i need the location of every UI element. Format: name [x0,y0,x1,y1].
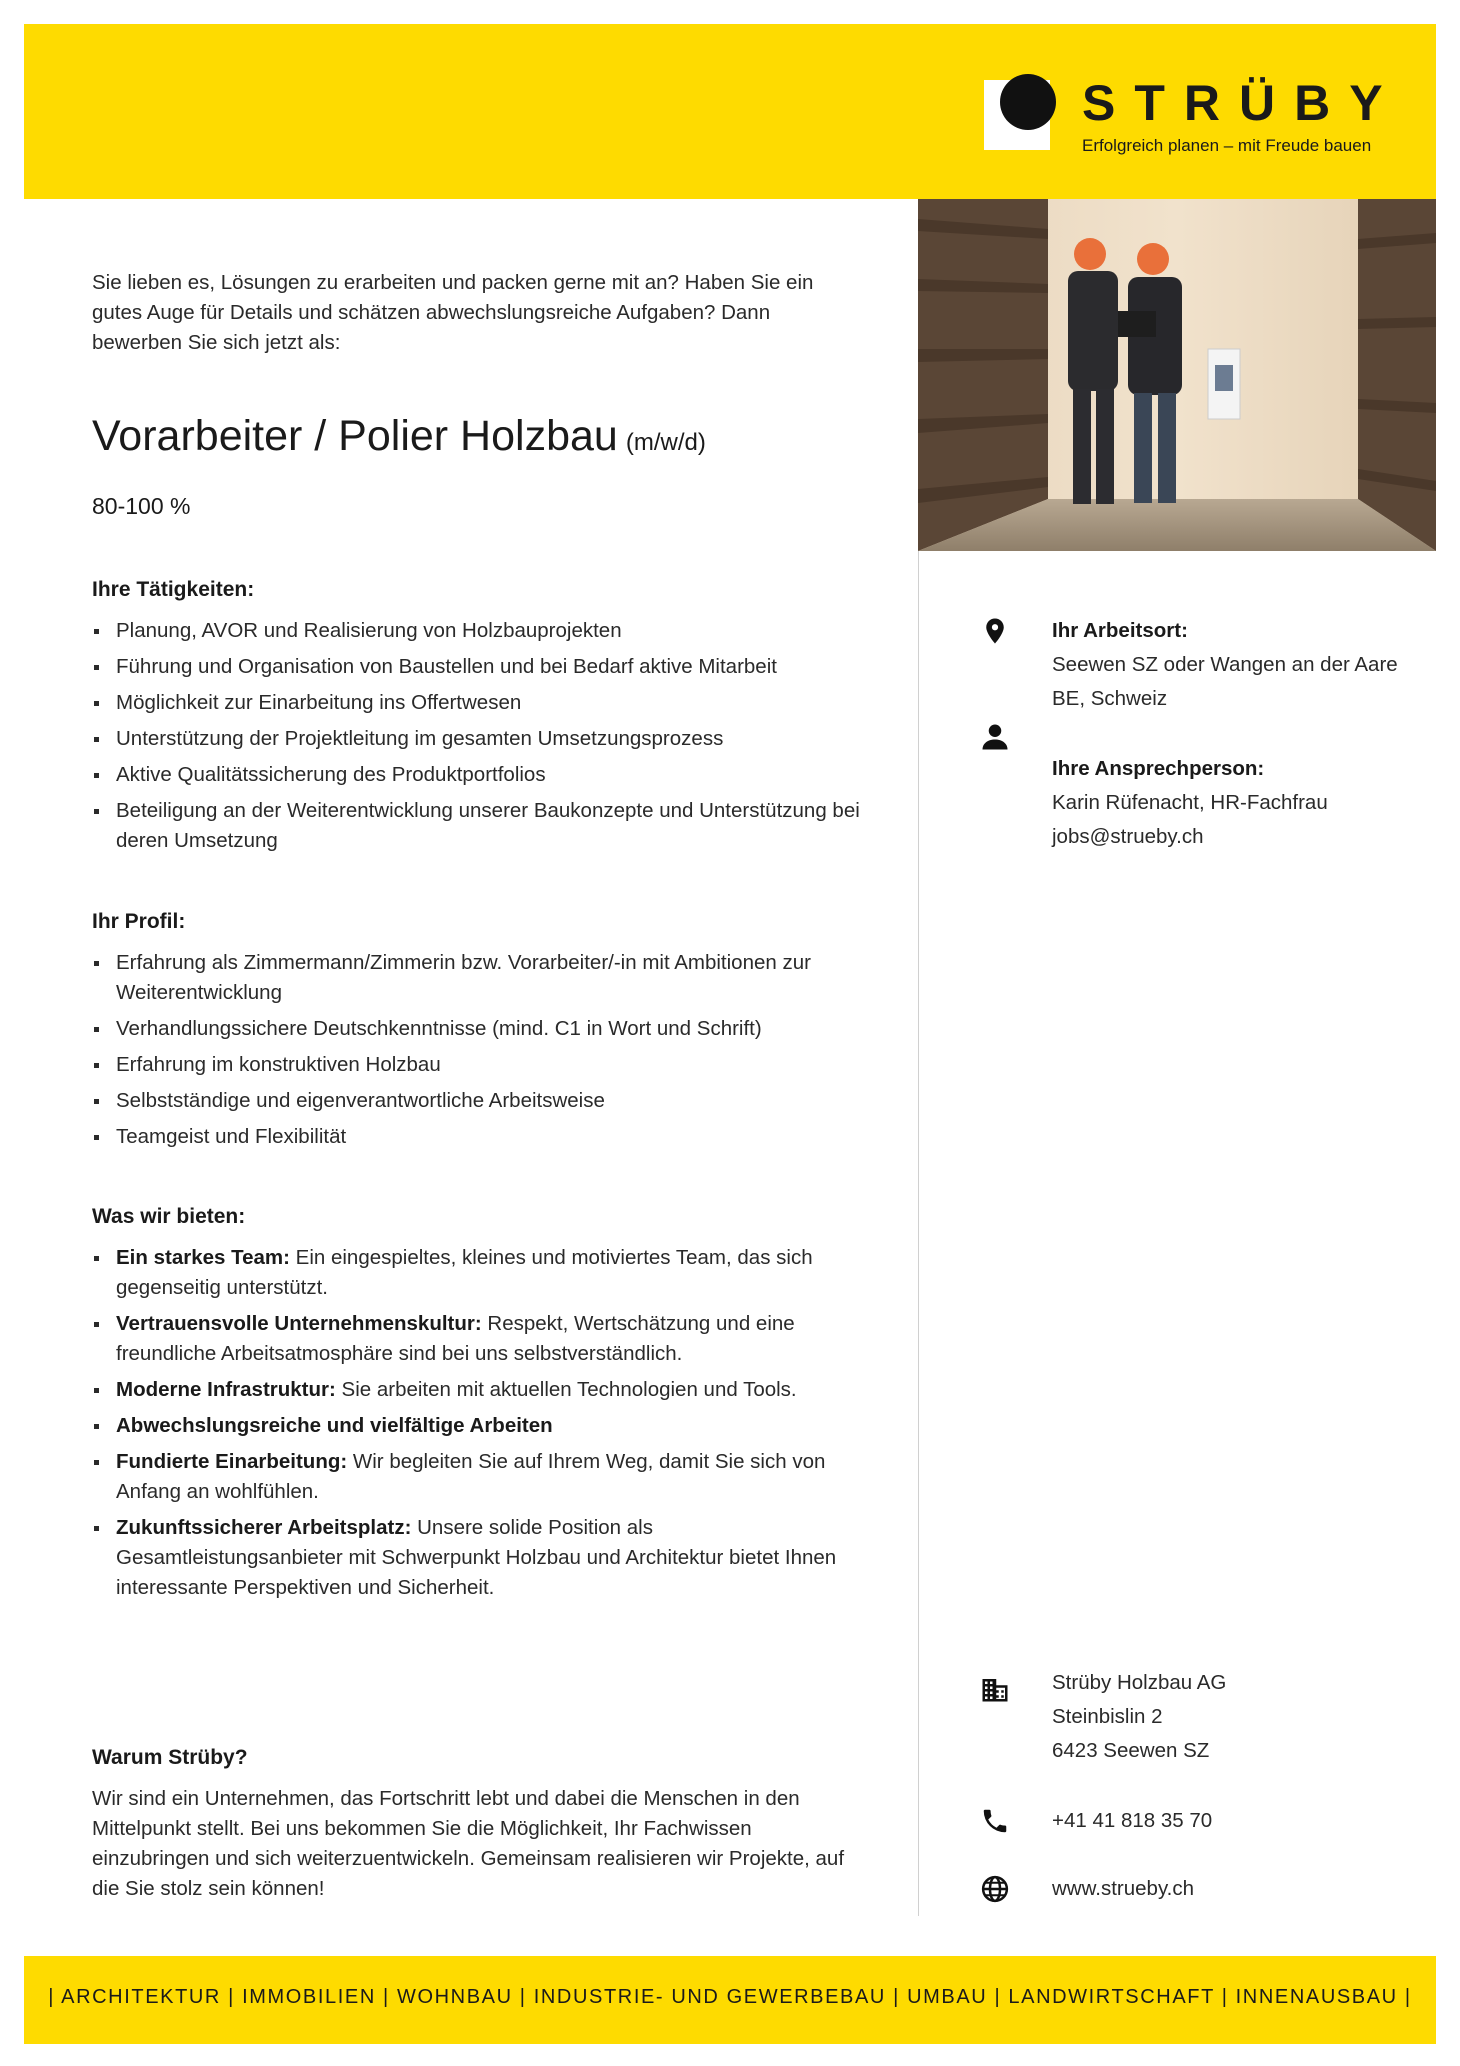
offer-heading: Was wir bieten: [92,1205,246,1228]
duties-section [92,578,872,862]
contact-text [1052,752,1328,854]
intro-text: Sie lieben es, Lösungen zu erarbeiten und packen gerne mit an? Haben Sie ein gutes Auge für Details und schätzen abwechslungsreiche Aufgaben? Dann bewerben Sie sich jetzt als: [92,271,814,354]
list-item: Moderne Infrastruktur: Sie arbeiten mit aktuellen Technologien und Tools. [92,1375,872,1405]
header-photo [918,199,1436,551]
list-item: Ein starkes Team: Ein eingespieltes, kleines und motiviertes Team, das sich gegenseitig unterstützt. [92,1243,872,1303]
logo-mark-icon [984,72,1056,150]
list-item: Verhandlungssichere Deutschkenntnisse (mind. C1 in Wort und Schrift) [92,1014,872,1044]
company-street: Steinbislin 2 [1052,1705,1163,1728]
location-text [1052,614,1398,716]
logo-tagline: Erfolgreich planen – mit Freude bauen [1082,136,1372,155]
strueby-logo[interactable] [984,72,1402,162]
list-item: Führung und Organisation von Baustellen und bei Bedarf aktive Mitarbeit [92,652,872,682]
website-link[interactable]: www.strueby.ch [1052,1877,1195,1900]
offer-list [92,1243,872,1603]
header-banner [24,24,1436,199]
duties-heading: Ihre Tätigkeiten: [92,578,255,601]
list-item: Erfahrung als Zimmermann/Zimmerin bzw. Vorarbeiter/-in mit Ambitionen zur Weiterentwicklung [92,948,872,1008]
job-title-suffix: (m/w/d) [625,429,706,456]
job-pensum: 80-100 % [92,493,191,519]
list-item: Vertrauensvolle Unternehmenskultur: Respekt, Wertschätzung und eine freundliche Arbeitsatmosphäre sind bei uns selbstverständlich. [92,1309,872,1369]
why-text: Wir sind ein Unternehmen, das Fortschritt lebt und dabei die Menschen in den Mittelpunkt stellt. Bei uns bekommen Sie die Möglichkeit, Ihr Fachwissen einzubringen und sich weiterzuentwickeln. Gemeinsam realisieren wir Projekte, auf die Sie stolz sein können! [92,1787,845,1900]
contact-label: Ihre Ansprechperson: [1052,757,1265,780]
job-title-text: Vorarbeiter / Polier Holzbau [92,412,618,460]
location-label: Ihr Arbeitsort: [1052,619,1188,642]
footer-services: | ARCHITEKTUR | IMMOBILIEN | WOHNBAU | INDUSTRIE- UND GEWERBEBAU | UMBAU | LANDWIRTSCHAFT | INNENAUSBAU | [48,1986,1412,2008]
company-city: 6423 Seewen SZ [1052,1739,1210,1762]
list-item: Selbstständige und eigenverantwortliche Arbeitsweise [92,1086,872,1116]
logo-wordmark: STRÜBY [1082,75,1402,131]
location-line2: BE, Schweiz [1052,687,1168,710]
profile-heading: Ihr Profil: [92,910,186,933]
column-divider [918,551,919,1916]
list-item: Erfahrung im konstruktiven Holzbau [92,1050,872,1080]
why-section [92,1746,872,1904]
phone-icon [980,1806,1010,1836]
contact-email[interactable]: jobs@strueby.ch [1052,825,1204,848]
phone-number[interactable]: +41 41 818 35 70 [1052,1809,1213,1832]
location-pin-icon [980,616,1010,646]
list-item: Abwechslungsreiche und vielfältige Arbeiten [92,1411,872,1441]
list-item: Zukunftssicherer Arbeitsplatz: Unsere solide Position als Gesamtleistungsanbieter mit Schwerpunkt Holzbau und Architektur bietet Ihnen interessante Perspektiven und Sicherheit. [92,1513,872,1603]
profile-section [92,910,872,1158]
contact-name: Karin Rüfenacht, HR-Fachfrau [1052,791,1328,814]
duties-list [92,616,872,856]
profile-list [92,948,872,1152]
intro-block [92,268,872,358]
list-item: Unterstützung der Projektleitung im gesamten Umsetzungsprozess [92,724,872,754]
company-text [1052,1666,1226,1768]
list-item: Fundierte Einarbeitung: Wir begleiten Sie auf Ihrem Weg, damit Sie sich von Anfang an wohlfühlen. [92,1447,872,1507]
list-item: Teamgeist und Flexibilität [92,1122,872,1152]
person-icon [980,722,1010,752]
building-icon [980,1674,1010,1704]
list-item: Möglichkeit zur Einarbeitung ins Offertwesen [92,688,872,718]
why-heading: Warum Strüby? [92,1746,248,1769]
globe-icon [980,1874,1010,1904]
job-title [92,412,706,461]
list-item: Aktive Qualitätssicherung des Produktportfolios [92,760,872,790]
footer-banner [24,1956,1436,2044]
list-item: Planung, AVOR und Realisierung von Holzbauprojekten [92,616,872,646]
offer-section [92,1205,872,1609]
company-name: Strüby Holzbau AG [1052,1671,1227,1694]
location-line1: Seewen SZ oder Wangen an der Aare [1052,653,1398,676]
list-item: Beteiligung an der Weiterentwicklung unserer Baukonzepte und Unterstützung bei deren Umsetzung [92,796,872,856]
